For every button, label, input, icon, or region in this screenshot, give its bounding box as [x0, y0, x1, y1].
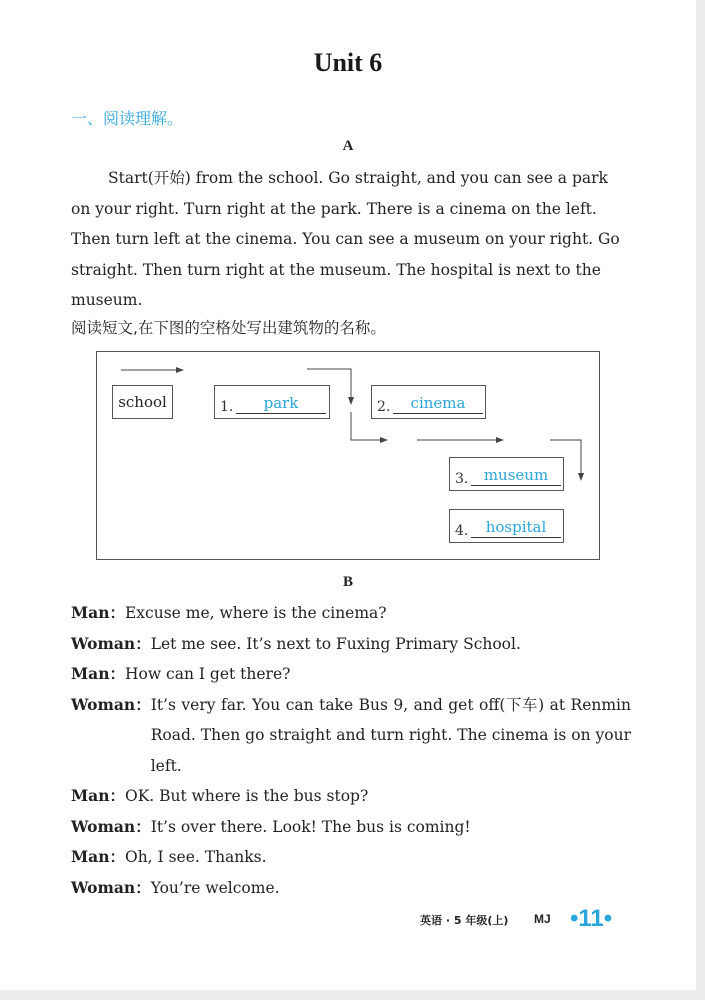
speech: Oh, I see. Thanks. — [124, 848, 267, 866]
blank-number: 2. — [377, 399, 391, 415]
passage-line: on your right. Turn right at the park. There is a cinema on the left. — [71, 199, 597, 218]
blank-box-4 — [449, 509, 564, 543]
passage-line: museum. — [71, 291, 143, 309]
school-box: school — [112, 385, 173, 419]
section-heading: 一、阅读理解。 — [71, 109, 184, 128]
speaker: Woman： — [71, 694, 151, 714]
answer-cinema[interactable]: cinema — [393, 393, 483, 414]
dialog-line — [71, 842, 631, 873]
speaker: Man： — [71, 603, 125, 622]
page-number: •11• — [570, 905, 613, 932]
dialog-line — [71, 629, 631, 660]
speech: Excuse me, where is the cinema? — [124, 604, 387, 622]
route-map — [96, 351, 600, 560]
speech: Let me see. It’s next to Fuxing Primary School. — [150, 634, 521, 653]
speech: OK. But where is the bus stop? — [124, 787, 369, 805]
map-instruction: 阅读短文,在下图的空格处写出建筑物的名称。 — [71, 319, 386, 337]
dialog — [71, 598, 631, 903]
footer-code: MJ — [534, 912, 551, 926]
page-title: Unit 6 — [313, 48, 383, 77]
dialog-line — [71, 598, 631, 629]
dialog-line — [71, 812, 631, 843]
passage-line: Start(开始) from the school. Go straight, and you can see a park — [108, 169, 608, 187]
answer-museum[interactable]: museum — [471, 465, 561, 486]
passage-a-text — [71, 163, 627, 316]
dialog-line — [71, 659, 631, 690]
speech: It’s very far. You can take Bus 9, and get off(下车) at Renmin Road. Then go straight and turn right. The cinema is on your left. — [150, 695, 631, 775]
speaker: Woman： — [71, 816, 151, 836]
speaker: Woman： — [71, 877, 151, 897]
passage-b-label: B — [342, 574, 353, 590]
passage-line: Then turn left at the cinema. You can see a museum on your right. Go — [71, 230, 620, 248]
passage-a-label: A — [342, 138, 354, 154]
speaker: Man： — [71, 664, 125, 683]
speech: It’s over there. Look! The bus is coming! — [150, 817, 471, 836]
answer-hospital[interactable]: hospital — [471, 517, 561, 538]
blank-number: 1. — [220, 399, 234, 415]
speech: You’re welcome. — [150, 878, 280, 897]
speaker: Woman： — [71, 633, 151, 653]
passage-line: straight. Then turn right at the museum. The hospital is next to the — [71, 260, 601, 279]
answer-park[interactable]: park — [236, 393, 326, 414]
dialog-line — [71, 873, 631, 904]
blank-number: 3. — [455, 471, 469, 487]
blank-box-1 — [214, 385, 330, 419]
dialog-line — [71, 690, 631, 782]
speaker: Man： — [71, 786, 125, 805]
blank-box-2 — [371, 385, 486, 419]
speaker: Man： — [71, 847, 125, 866]
blank-box-3 — [449, 457, 564, 491]
speech: How can I get there? — [124, 665, 291, 683]
footer-subject: 英语 · 5 年级(上) — [420, 914, 509, 927]
blank-number: 4. — [455, 523, 469, 539]
dialog-line — [71, 781, 631, 812]
